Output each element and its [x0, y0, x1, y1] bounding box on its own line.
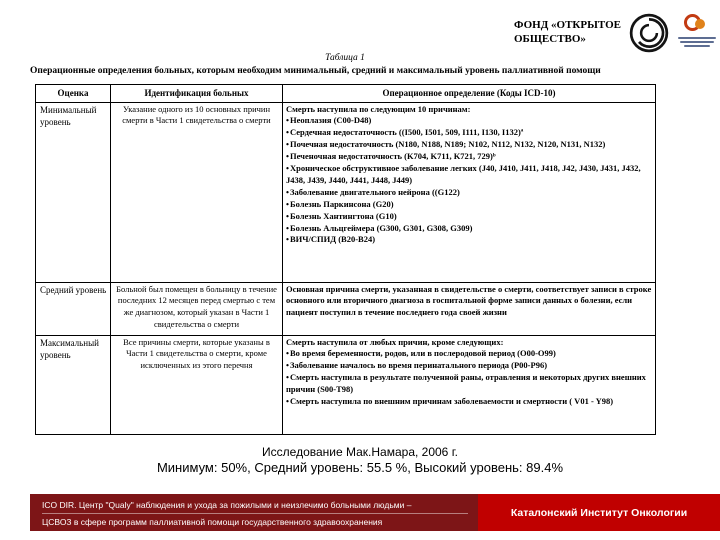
definition-bullet: • Смерть наступила в результате полученной раны, отравления и некоторых других внешних причин (S00-T98): [286, 372, 652, 396]
coverage-stats: Минимум: 50%, Средний уровень: 55.5 %, Высокий уровень: 89.4%: [156, 460, 564, 475]
column-header-definition: Операционное определение (Коды ICD-10): [283, 85, 656, 103]
footer-line-2: ЦСВОЗ в сфере программ паллиативной помощи государственного здравоохранения: [42, 516, 383, 527]
table-caption: Операционные определения больных, которым необходим минимальный, средний и максимальный уровень паллиативной помощи: [30, 66, 601, 76]
definition-bullet: • Болезнь Альцгеймера (G300, G301, G308, G309): [286, 223, 652, 235]
table-row-minimal: [36, 102, 656, 282]
definition-bullet: • Неоплазия (C00-D48): [286, 115, 652, 127]
level-cell: Минимальный уровень: [36, 102, 111, 282]
level-cell: Максимальный уровень: [36, 335, 111, 434]
definition-intro: Смерть наступила по следующим 10 причинам:: [286, 103, 471, 114]
definition-bullet: • Болезнь Паркинсона (G20): [286, 199, 652, 211]
definition-bullet: • Почечная недостаточность (N180, N188, N189; N102, N112, N132, N120, N131, N132): [286, 139, 652, 151]
definition-cell: [283, 282, 656, 335]
footer-bar: [30, 494, 720, 531]
org-name-line1: ФОНД «ОТКРЫТОЕ: [514, 19, 621, 31]
definition-intro: Смерть наступила от любых причин, кроме следующих:: [286, 336, 504, 347]
definition-bullet: • Хроническое обструктивное заболевание легких (J40, J410, J411, J418, J42, J430, J431, J432, J438, J439, J440, J441, J448, J449): [286, 163, 652, 187]
column-header-identification: Идентификация больных: [111, 85, 283, 103]
identification-cell: Больной был помещен в больницу в течение последних 12 месяцев перед смертью с тем же диагнозом, который указан в Части 1 свидетельства о смерти: [111, 282, 283, 335]
definition-bullet: • Сердечная недостаточность ((I500, I501, 509, I111, I130, I132)ª: [286, 127, 652, 139]
partner-logo-mark-icon: [684, 14, 710, 32]
definition-bullet: • Заболевание двигательного нейрона ((G122): [286, 187, 652, 199]
definition-bullet: • ВИЧ/СПИД (B20-B24): [286, 234, 652, 246]
definition-bullet: • Болезнь Хантингтона (G10): [286, 211, 652, 223]
definition-bullet-list: [286, 115, 652, 246]
definition-text: Основная причина смерти, указанная в свидетельстве о смерти, соответствует записи в строке основного или вторичного диагноза в госпитальной форме записи данных о болезни, если пациент поступил в течение последнего года своей жизни: [286, 283, 652, 318]
definition-bullet: • Заболевание началось во время перинатального периода (P00-P96): [286, 360, 652, 372]
definition-bullet-list: [286, 348, 652, 407]
definition-cell: [283, 102, 656, 282]
table-label: Таблица 1: [325, 53, 365, 63]
table-header-row: [36, 85, 656, 103]
definition-bullet: • Печеночная недостаточность (K704, K711, K721, 729)ᵇ: [286, 151, 652, 163]
definition-cell: [283, 335, 656, 434]
header: [514, 10, 717, 54]
open-society-logo-icon: [628, 12, 670, 54]
identification-cell: Все причины смерти, которые указаны в Части 1 свидетельства о смерти, кроме исключенных из этого перечня: [111, 335, 283, 434]
partner-logo-icon: [677, 14, 717, 49]
table-row-maximal: [36, 335, 656, 434]
footer-org-badge: Каталонский Институт Онкологии: [478, 494, 720, 531]
definition-bullet: • Смерть наступила по внешним причинам заболеваемости и смертности ( V01 - Y98): [286, 396, 652, 408]
identification-cell: Указание одного из 10 основных причин смерти в Части 1 свидетельства о смерти: [111, 102, 283, 282]
org-name-line2: ОБЩЕСТВО»: [514, 33, 586, 46]
table-row-medium: [36, 282, 656, 335]
definitions-table: [35, 84, 656, 435]
footer-text-block: [30, 494, 478, 531]
definition-bullet: • Во время беременности, родов, или в послеродовой период (O00-O99): [286, 348, 652, 360]
org-name: [514, 10, 621, 47]
study-reference: Исследование Мак.Намара, 2006 г.: [262, 445, 458, 459]
footer-line-1: ICO DIR. Центр "Qualy" наблюдения и ухода за пожилыми и неизлечимо больными людьми –: [42, 500, 468, 514]
partner-logo-text-lines: [678, 35, 716, 49]
column-header-assessment: Оценка: [36, 85, 111, 103]
level-cell: Средний уровень: [36, 282, 111, 335]
